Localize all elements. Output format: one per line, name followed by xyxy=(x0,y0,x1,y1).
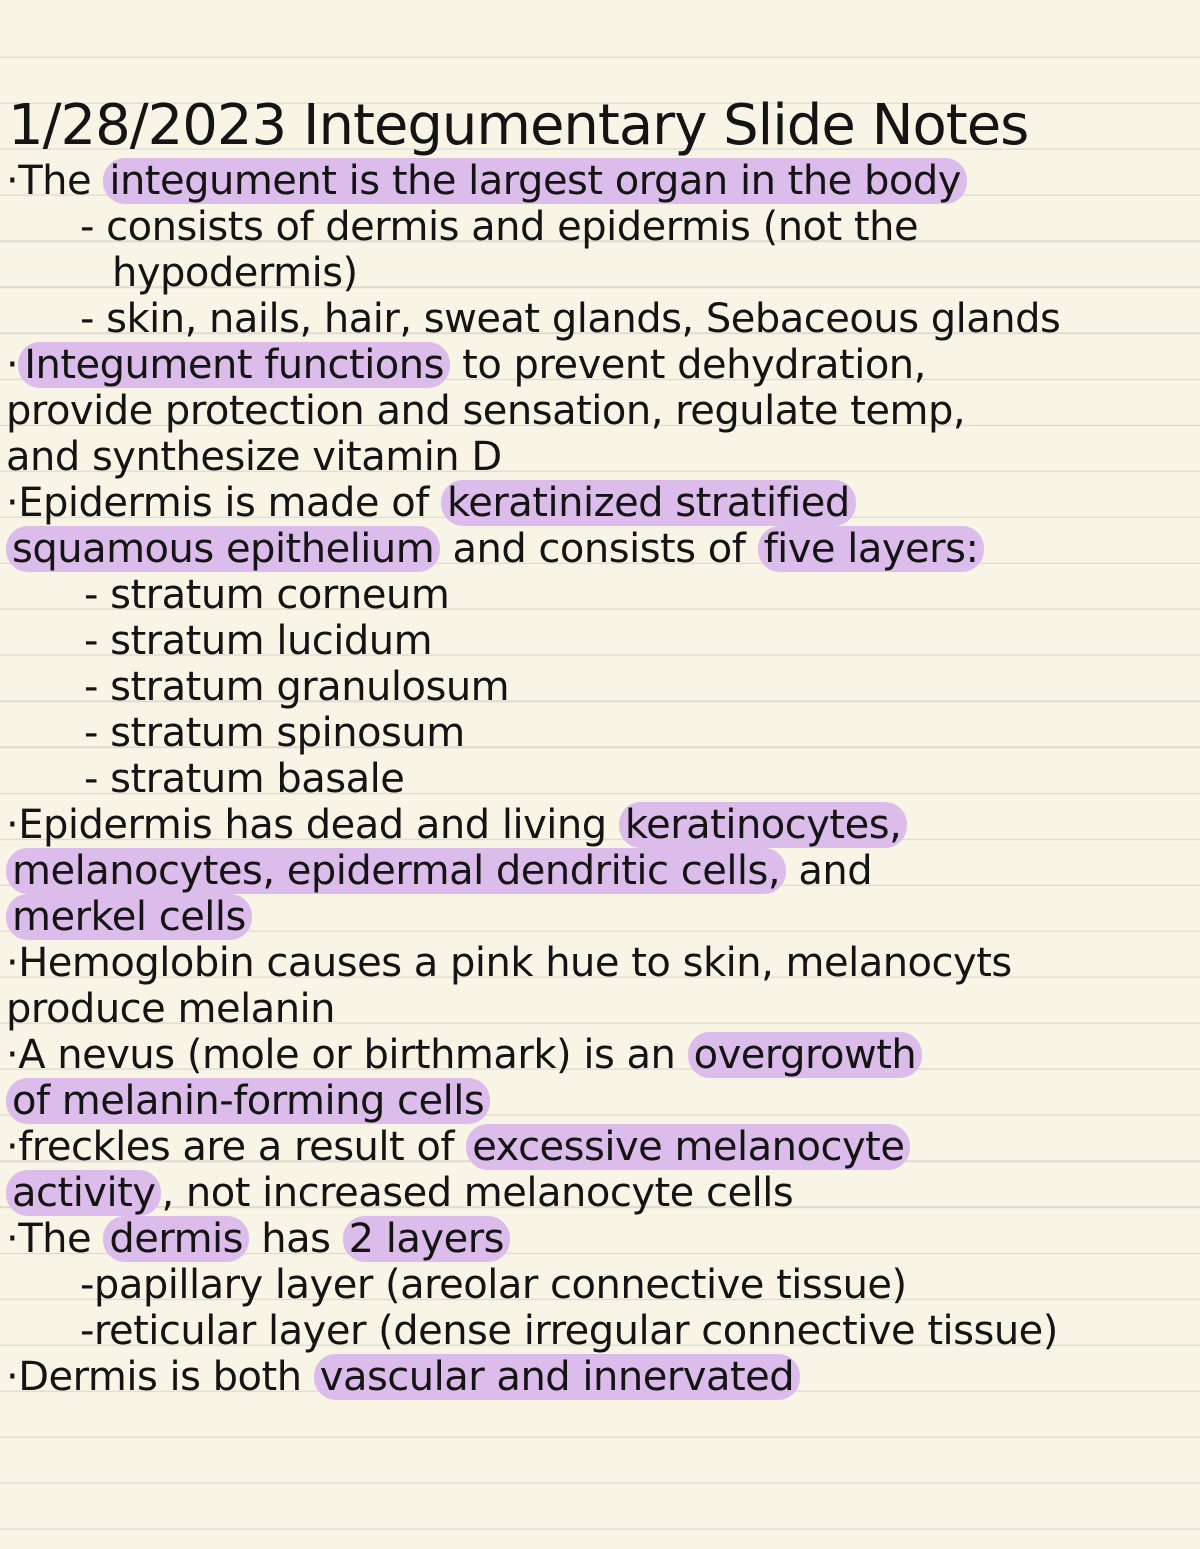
page-title-text: 1/28/2023 Integumentary Slide Notes xyxy=(8,93,1029,158)
note-line-text xyxy=(6,848,872,894)
note-text: ·freckles are a result of xyxy=(6,1124,467,1170)
note-line-text xyxy=(6,802,907,848)
highlighted-term: activity xyxy=(6,1170,161,1216)
note-line xyxy=(80,296,1200,342)
highlighted-term: 2 layers xyxy=(343,1216,510,1262)
note-line xyxy=(6,526,1200,572)
note-line xyxy=(6,1216,1200,1262)
highlighted-term: keratinocytes, xyxy=(619,802,907,848)
note-line xyxy=(6,940,1200,986)
note-text: - stratum corneum xyxy=(84,572,450,618)
note-line-text xyxy=(84,664,509,710)
note-text: - skin, nails, hair, sweat glands, Sebaceous glands xyxy=(80,296,1061,342)
note-text: and consists of xyxy=(440,526,758,572)
note-text: ·Dermis is both xyxy=(6,1354,314,1400)
note-line-text xyxy=(80,204,918,250)
note-text: ·Epidermis has dead and living xyxy=(6,802,619,848)
highlighted-term: dermis xyxy=(103,1216,249,1262)
note-text: -reticular layer (dense irregular connective tissue) xyxy=(80,1308,1058,1354)
note-text: ·Hemoglobin causes a pink hue to skin, melanocyts xyxy=(6,940,1012,986)
note-text: ·Epidermis is made of xyxy=(6,480,441,526)
note-text: - stratum granulosum xyxy=(84,664,510,710)
note-line xyxy=(84,572,1200,618)
highlighted-term: Integument functions xyxy=(18,342,450,388)
note-text: ·A nevus (mole or birthmark) is an xyxy=(6,1032,688,1078)
note-line-text xyxy=(6,1078,490,1124)
note-text: - stratum basale xyxy=(84,756,405,802)
note-text: to prevent dehydration, xyxy=(449,342,926,388)
note-line xyxy=(6,894,1200,940)
note-text: , not increased melanocyte cells xyxy=(161,1170,794,1216)
note-line-text xyxy=(6,388,965,434)
note-line xyxy=(6,158,1200,204)
note-line-text xyxy=(6,342,926,388)
note-line-text xyxy=(6,480,856,526)
note-line xyxy=(84,710,1200,756)
note-line-text xyxy=(6,434,502,480)
note-line xyxy=(112,250,1200,296)
note-line xyxy=(80,1262,1200,1308)
note-text: produce melanin xyxy=(6,986,336,1032)
note-line-text xyxy=(80,1262,907,1308)
note-text: · xyxy=(6,342,19,388)
note-text: and xyxy=(786,848,873,894)
note-line xyxy=(6,1032,1200,1078)
note-line-text xyxy=(6,1170,793,1216)
note-text: and synthesize vitamin D xyxy=(6,434,502,480)
note-line-text xyxy=(84,618,432,664)
note-line xyxy=(6,1354,1200,1400)
highlighted-term: excessive melanocyte xyxy=(466,1124,910,1170)
highlighted-term: overgrowth xyxy=(688,1032,923,1078)
highlighted-term: five layers: xyxy=(758,526,985,572)
note-line xyxy=(6,388,1200,434)
note-line-text xyxy=(84,710,465,756)
highlighted-term: vascular and innervated xyxy=(314,1354,800,1400)
note-line xyxy=(84,664,1200,710)
note-line-text xyxy=(6,1032,922,1078)
highlighted-term: merkel cells xyxy=(6,894,252,940)
note-text: - stratum lucidum xyxy=(84,618,433,664)
note-text: -papillary layer (areolar connective tissue) xyxy=(80,1262,907,1308)
note-line xyxy=(6,434,1200,480)
highlighted-term: integument is the largest organ in the body xyxy=(103,158,967,204)
note-line-text xyxy=(6,1354,800,1400)
note-line xyxy=(6,1078,1200,1124)
note-line-text xyxy=(6,986,335,1032)
note-text: - stratum spinosum xyxy=(84,710,465,756)
note-line-text xyxy=(6,940,1012,986)
note-line xyxy=(84,618,1200,664)
note-line-text xyxy=(84,756,404,802)
note-line-text xyxy=(6,158,967,204)
note-text: ·The xyxy=(6,1216,104,1262)
note-line xyxy=(6,342,1200,388)
highlighted-term: squamous epithelium xyxy=(6,526,440,572)
note-text: hypodermis) xyxy=(112,250,358,296)
note-line xyxy=(6,480,1200,526)
note-line xyxy=(80,204,1200,250)
note-line-text xyxy=(80,1308,1058,1354)
note-line xyxy=(84,756,1200,802)
note-text: - consists of dermis and epidermis (not the xyxy=(80,204,919,250)
highlighted-term: melanocytes, epidermal dendritic cells, xyxy=(6,848,786,894)
note-line-text xyxy=(112,250,358,296)
note-line-text xyxy=(80,296,1060,342)
note-line-text xyxy=(6,894,252,940)
note-line-text xyxy=(84,572,449,618)
note-text: provide protection and sensation, regulate temp, xyxy=(6,388,966,434)
note-line xyxy=(6,1170,1200,1216)
note-line xyxy=(6,848,1200,894)
page-title xyxy=(8,93,1200,158)
note-line-text xyxy=(6,526,984,572)
note-line xyxy=(6,986,1200,1032)
note-line-text xyxy=(6,1216,510,1262)
highlighted-term: of melanin-forming cells xyxy=(6,1078,490,1124)
note-line xyxy=(80,1308,1200,1354)
note-line xyxy=(6,1124,1200,1170)
note-text: has xyxy=(249,1216,343,1262)
note-line-text xyxy=(6,1124,910,1170)
note-text: ·The xyxy=(6,158,104,204)
note-line xyxy=(6,802,1200,848)
highlighted-term: keratinized stratified xyxy=(441,480,856,526)
